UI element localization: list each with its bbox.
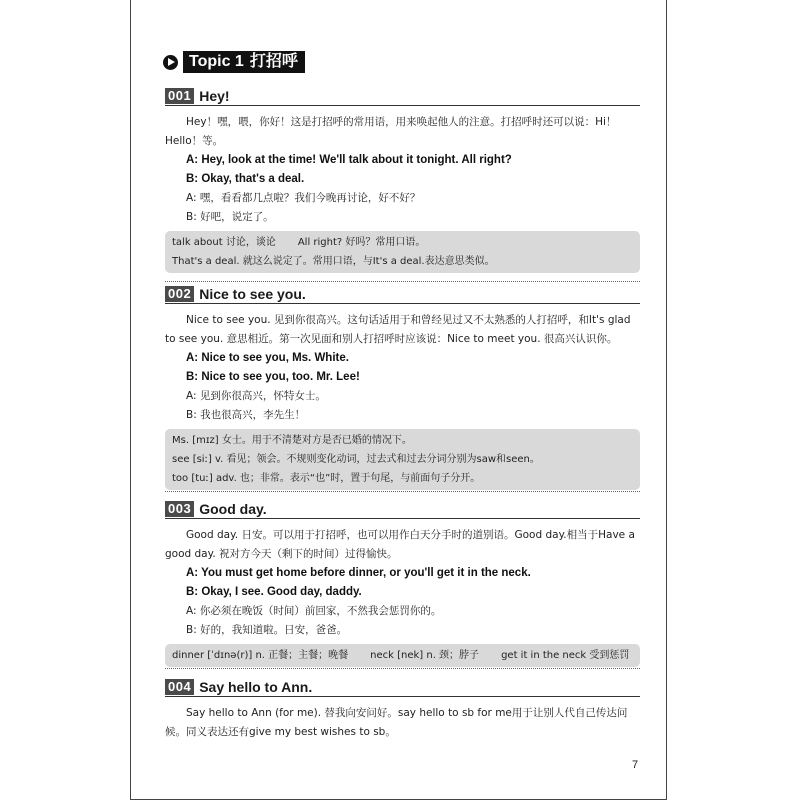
- dialog-line-b-cn: B: 好吧，说定了。: [186, 211, 274, 223]
- section-001: [165, 87, 640, 273]
- section-intro: Good day. 日安。可以用于打招呼，也可以用作白天分手时的道别语。Good day.相当于Have a good day. 祝对方今天（剩下的时间）过得愉快。: [165, 529, 635, 560]
- topic-title: 打招呼: [249, 53, 298, 70]
- dialog-line-a-cn: A: 嘿，看看都几点啦？我们今晚再讨论，好不好？: [186, 192, 421, 204]
- section-number: 004: [165, 679, 194, 695]
- section-intro: Hey！嘿，喂，你好！这是打招呼的常用语，用来唤起他人的注意。打招呼时还可以说：Hi！Hello！等。: [165, 116, 617, 147]
- vocab-note-box: [165, 644, 640, 667]
- section-number: 002: [165, 286, 194, 302]
- section-004: [165, 678, 640, 742]
- vocab-note: dinner [ˈdɪnə(r)] n. 正餐；主餐；晚餐: [172, 650, 349, 661]
- section-title: Hey!: [199, 88, 230, 104]
- vocab-note: Ms. [mɪz] 女士。用于不清楚对方是否已婚的情况下。: [172, 435, 412, 446]
- dialog-line-a-cn: A: 见到你很高兴，怀特女士。: [186, 390, 326, 402]
- vocab-note: get it in the neck 受到惩罚: [501, 650, 630, 661]
- vocab-note: That's a deal. 就这么说定了。常用口语，与It's a deal.表达意思类似。: [172, 256, 495, 267]
- vocab-note: neck [nek] n. 颈；脖子: [370, 650, 480, 661]
- section-002: [165, 285, 640, 490]
- vocab-note-box: [165, 231, 640, 273]
- vocab-note: talk about 讨论，谈论: [172, 237, 276, 248]
- dialog-line-b-en: B: Nice to see you, too. Mr. Lee!: [186, 371, 360, 383]
- topic-label-box: [183, 51, 305, 73]
- topic-number: Topic 1: [189, 53, 244, 70]
- section-number: 001: [165, 88, 194, 104]
- section-heading: [165, 87, 640, 106]
- dialog-line-b-cn: B: 我也很高兴，李先生！: [186, 409, 306, 421]
- section-title: Good day.: [199, 501, 267, 517]
- section-title: Nice to see you.: [199, 286, 306, 302]
- dialog-line-a-en: A: Nice to see you, Ms. White.: [186, 352, 349, 364]
- dialog-line-b-cn: B: 好的，我知道啦。日安，爸爸。: [186, 624, 348, 636]
- section-number: 003: [165, 501, 194, 517]
- vocab-note-box: [165, 429, 640, 490]
- section-intro: Say hello to Ann (for me). 替我向安问好。say hello to sb for me用于让别人代自己传达问候。同义表达还有give my best wishes to sb。: [165, 707, 628, 738]
- section-heading: [165, 678, 640, 697]
- section-divider: [165, 281, 640, 282]
- vocab-note: too [tuː] adv. 也；非常。表示“也”时，置于句尾，与前面句子分开。: [172, 473, 481, 484]
- section-heading: [165, 500, 640, 519]
- dialog-line-b-en: B: Okay, I see. Good day, daddy.: [186, 586, 362, 598]
- section-divider: [165, 668, 640, 669]
- section-003: [165, 500, 640, 667]
- dialog-line-a-cn: A: 你必须在晚饭（时间）前回家，不然我会惩罚你的。: [186, 605, 442, 617]
- page-number: 7: [632, 759, 639, 771]
- dialog-line-a-en: A: Hey, look at the time! We'll talk about it tonight. All right?: [186, 154, 512, 166]
- vocab-note: see [siː] v. 看见；领会。不规则变化动词，过去式和过去分词分别为saw和seen。: [172, 454, 540, 465]
- dialog-line-a-en: A: You must get home before dinner, or you'll get it in the neck.: [186, 567, 531, 579]
- section-divider: [165, 491, 640, 492]
- play-arrow-icon: [163, 55, 178, 70]
- dialog-line-b-en: B: Okay, that's a deal.: [186, 173, 305, 185]
- vocab-note: All right? 好吗？常用口语。: [297, 237, 426, 248]
- section-intro: Nice to see you. 见到你很高兴。这句话适用于和曾经见过又不太熟悉的人打招呼，和It's glad to see you. 意思相近。第一次见面和别人打招呼时应该说：Nice to meet you. 很高兴认识你。: [165, 314, 631, 345]
- topic-header: [163, 51, 305, 73]
- section-title: Say hello to Ann.: [199, 679, 313, 695]
- section-heading: [165, 285, 640, 304]
